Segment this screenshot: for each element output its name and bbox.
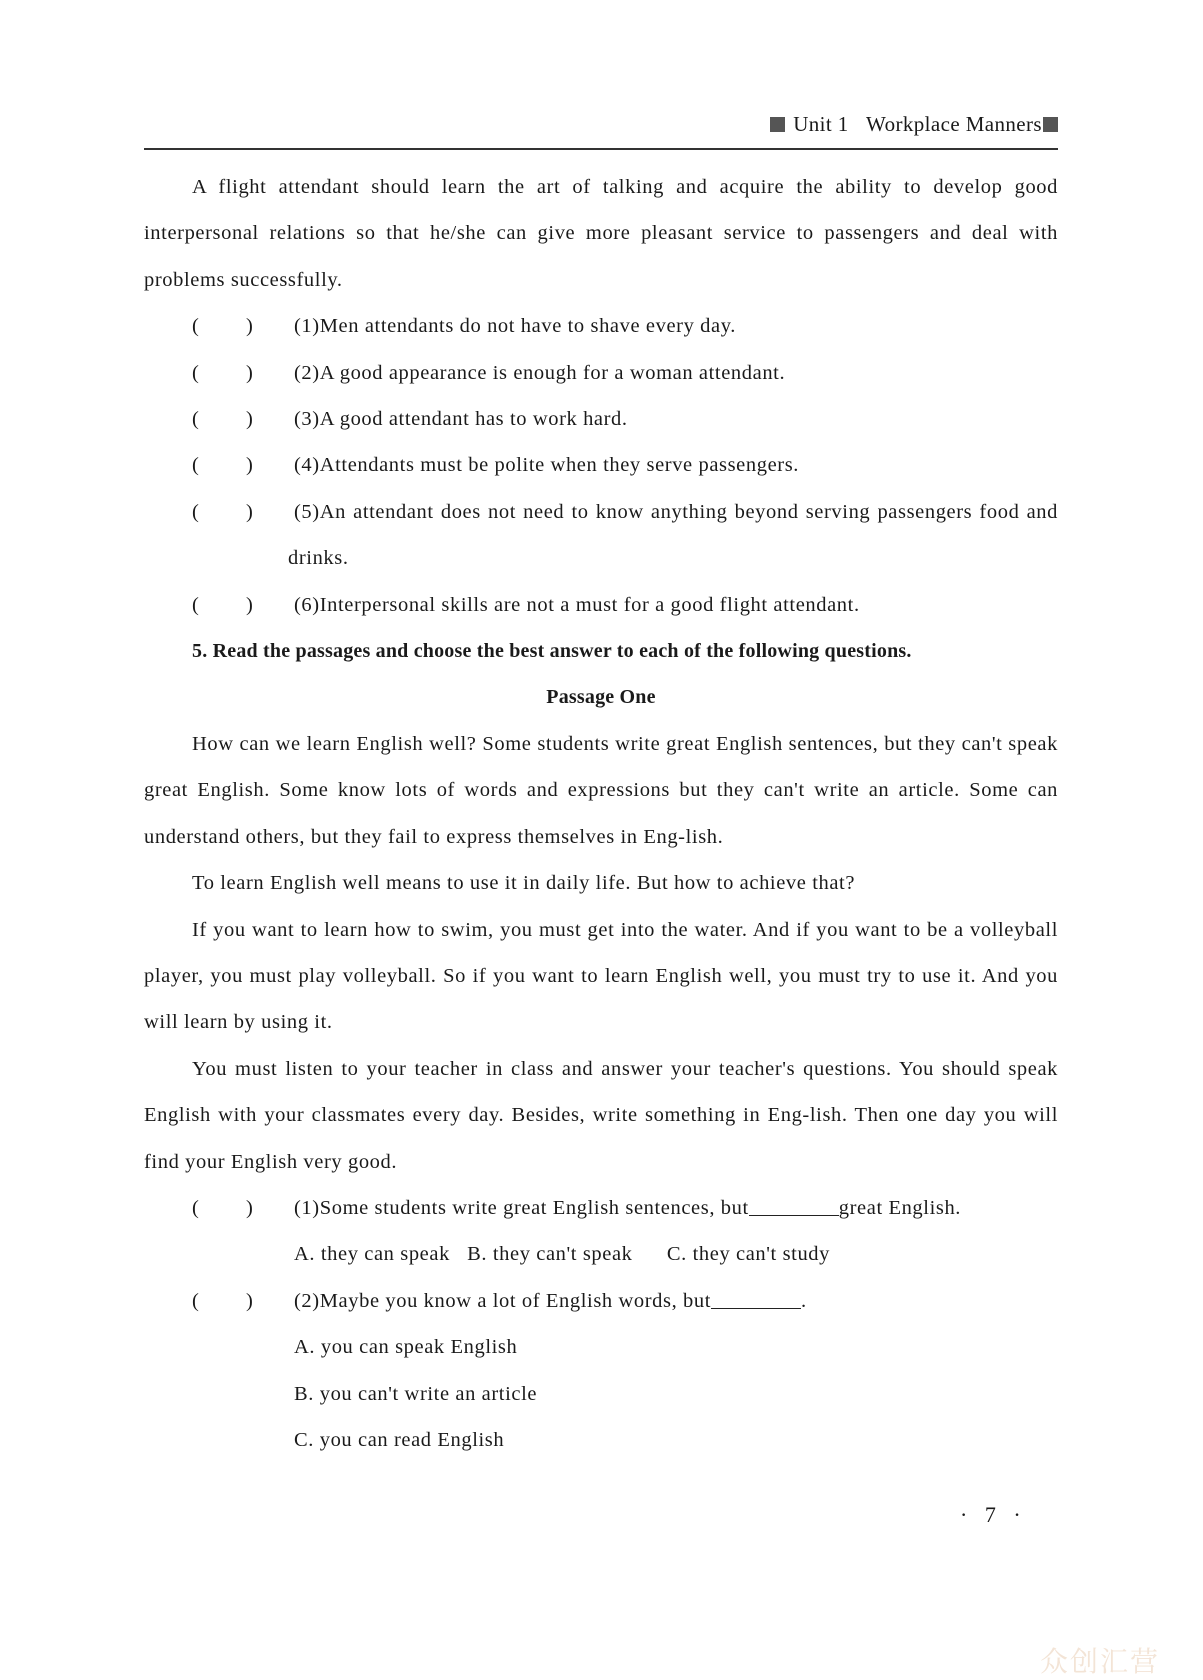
mc-question: ( ) (2)Maybe you know a lot of English words, but .	[144, 1278, 1058, 1324]
running-header	[144, 112, 1058, 137]
answer-blank[interactable]	[749, 1193, 839, 1216]
mc-option: B. you can't write an article	[294, 1382, 538, 1405]
mc-option: B. they can't speak	[467, 1243, 633, 1266]
tf-question: ( ) (6)Interpersonal skills are not a must for a good flight attendant.	[192, 593, 860, 616]
section-heading: 5. Read the passages and choose the best answer to each of the following questions.	[192, 640, 912, 663]
answer-blank[interactable]	[711, 1286, 801, 1309]
header-title: Workplace Manners	[866, 112, 1042, 136]
mc-question: ( ) (1)Some students write great English sentences, but great English.	[144, 1185, 1058, 1231]
square-bullet-icon	[770, 117, 785, 132]
watermark-logo: 众创汇营	[1040, 1645, 1161, 1678]
passage-paragraph: If you want to learn how to swim, you must get into the water. And if you want to be a volleyball player, you must play volleyball. So if you want to learn English well, you must try to use it. And you will learn by using it.	[144, 918, 1058, 1034]
page-number: · 7 ·	[960, 1502, 1027, 1527]
passage-paragraph: You must listen to your teacher in class and answer your teacher's questions. You should speak English with your classmates every day. Besides, write something in Eng-lish. Then one day you will find your English very good.	[144, 1057, 1058, 1173]
square-bullet-icon	[1043, 117, 1058, 132]
tf-question: ( ) (3)A good attendant has to work hard.	[192, 408, 628, 431]
tf-question: ( ) (2)A good appearance is enough for a woman attendant.	[192, 361, 786, 384]
mc-option: C. you can read English	[294, 1428, 505, 1451]
mc-option: C. they can't study	[666, 1243, 831, 1266]
intro-paragraph: A flight attendant should learn the art of talking and acquire the ability to develop good interpersonal relations so that he/she can give more pleasant service to passengers and deal with problems successfully.	[144, 176, 1058, 291]
passage-paragraph: To learn English well means to use it in daily life. But how to achieve that?	[192, 872, 856, 895]
passage-title: Passage One	[546, 686, 656, 709]
tf-question: ( ) (5)An attendant does not need to know anything beyond serving passengers food and drinks.	[192, 500, 1058, 570]
header-rule	[144, 148, 1058, 150]
tf-question: ( ) (1)Men attendants do not have to shave every day.	[192, 315, 736, 338]
page-content	[144, 164, 1058, 1463]
passage-paragraph: How can we learn English well? Some students write great English sentences, but they can't speak great English. Some know lots of words and expressions but they can't write an article. Some can understand others, but they fail to express themselves in Eng-lish.	[144, 732, 1058, 848]
header-unit: Unit 1	[793, 112, 849, 136]
mc-option: A. they can speak	[294, 1243, 450, 1266]
mc-options	[144, 1231, 1058, 1277]
mc-option: A. you can speak English	[294, 1336, 518, 1359]
tf-question-list	[144, 303, 1058, 628]
tf-question: ( ) (4)Attendants must be polite when they serve passengers.	[192, 454, 799, 477]
